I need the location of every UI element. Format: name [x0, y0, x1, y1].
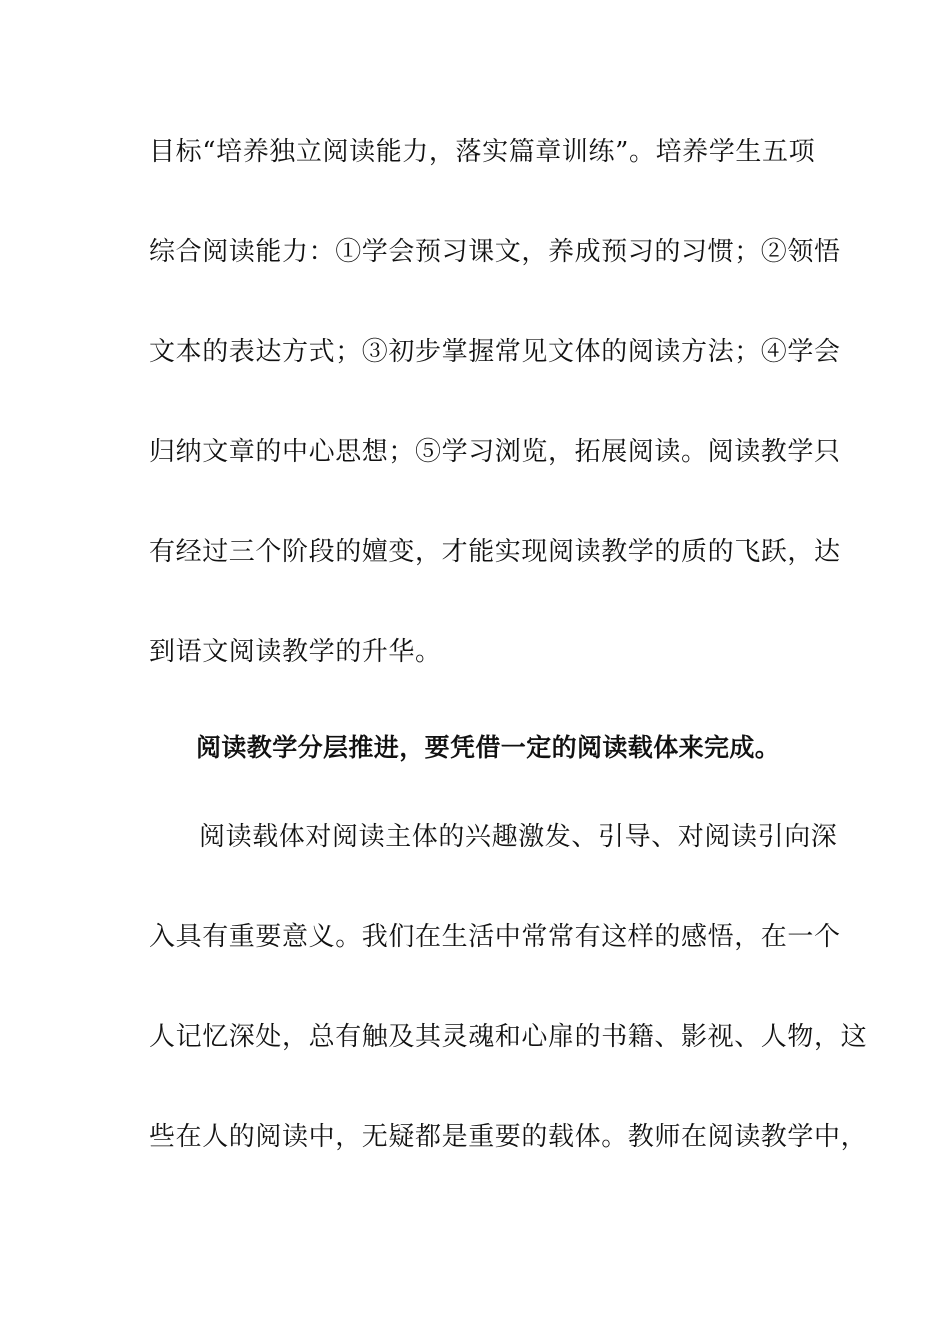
section-heading: 阅读教学分层推进，要凭借一定的阅读载体来完成。 [196, 733, 781, 762]
body-text-line: 人记忆深处，总有触及其灵魂和心扉的书籍、影视、人物，这 [149, 1022, 868, 1052]
body-text-line: 入具有重要意义。我们在生活中常常有这样的感悟，在一个 [149, 922, 841, 952]
body-text-line: 些在人的阅读中，无疑都是重要的载体。教师在阅读教学中， [149, 1122, 868, 1152]
body-text-line: 归纳文章的中心思想；⑤学习浏览，拓展阅读。阅读教学只 [149, 437, 841, 467]
body-text-line: 阅读载体对阅读主体的兴趣激发、引导、对阅读引向深 [199, 822, 838, 852]
body-text-line: 有经过三个阶段的嬗变，才能实现阅读教学的质的飞跃，达 [149, 537, 841, 567]
body-text-line: 文本的表达方式；③初步掌握常见文体的阅读方法；④学会 [149, 337, 841, 367]
body-text-line: 综合阅读能力：①学会预习课文，养成预习的习惯；②领悟 [149, 237, 841, 267]
body-text-line: 到语文阅读教学的升华。 [149, 637, 442, 667]
body-text-line: 目标“培养独立阅读能力，落实篇章训练”。培养学生五项 [149, 137, 816, 167]
